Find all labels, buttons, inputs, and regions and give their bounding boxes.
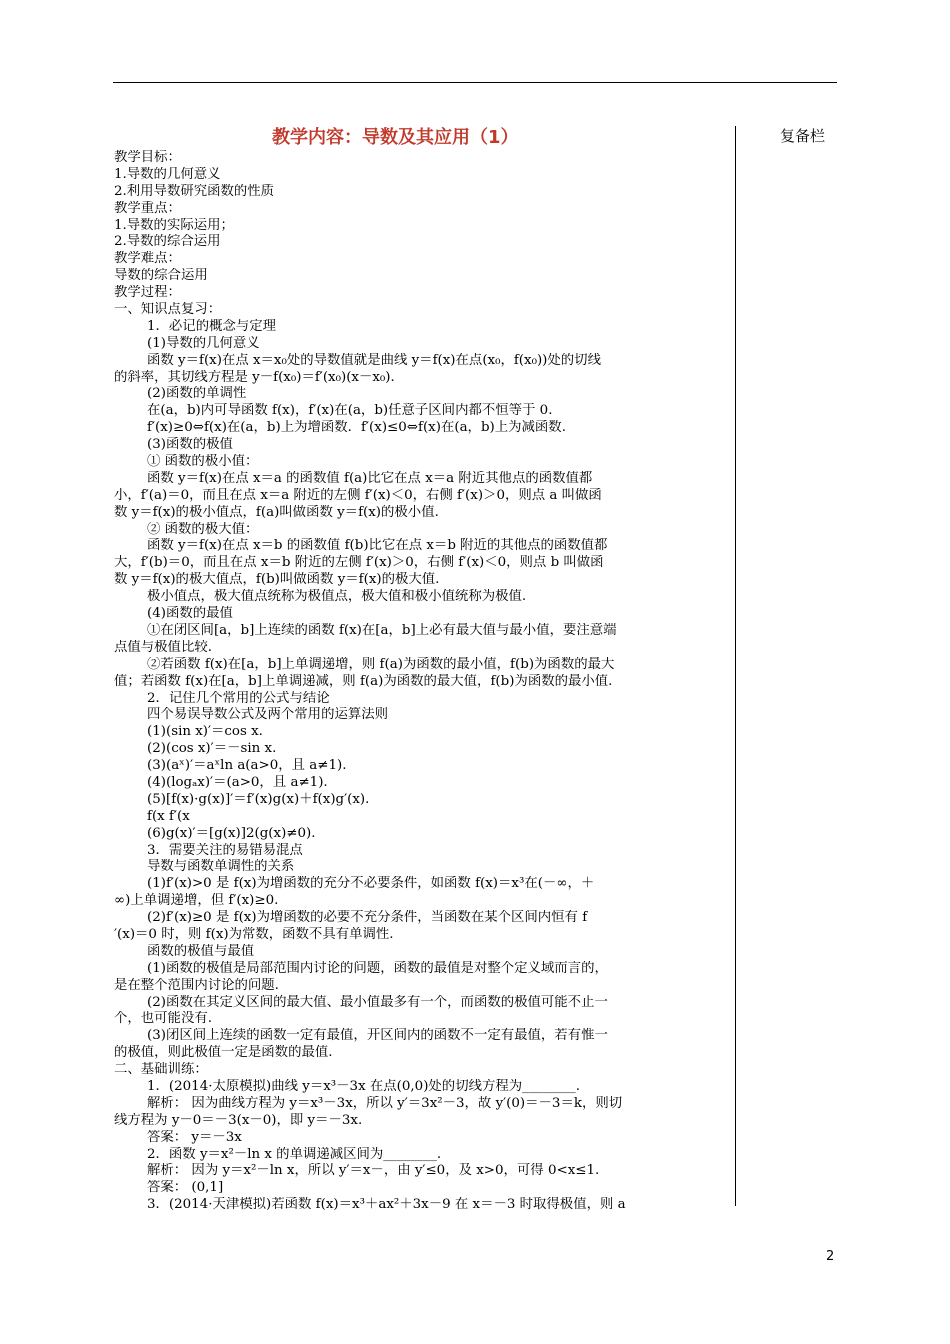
text-line: 2．记住几个常用的公式与结论 (147, 690, 330, 706)
column-divider (735, 126, 736, 1206)
text-line: ①在闭区间[a，b]上连续的函数 f(x)在[a，b]上必有最大值与最小值，要注意端 (147, 622, 617, 638)
text-line: 1.导数的几何意义 (114, 166, 221, 182)
text-line: (2)f′(x)≥0 是 f(x)为增函数的必要不充分条件，当函数在某个区间内恒有 f (147, 910, 588, 926)
text-line: 的斜率，其切线方程是 y－f(x₀)＝f′(x₀)(x－x₀)． (114, 369, 404, 385)
text-line: 在(a，b)内可导函数 f(x)，f′(x)在(a，b)任意子区间内都不恒等于 0. (147, 403, 553, 419)
text-line: 解析： 因为曲线方程为 y＝x³－3x，所以 y′＝3x²－3，故 y′(0)＝－3＝k，则切 (147, 1095, 623, 1111)
text-line: (1)函数的极值是局部范围内讨论的问题，函数的最值是对整个定义域而言的， (147, 960, 608, 976)
text-line: (1)导数的几何意义 (147, 335, 260, 351)
text-line: 3．需要关注的易错易混点 (147, 842, 303, 858)
text-line: ① 函数的极小值： (147, 454, 259, 470)
text-line: 2．函数 y＝x²－ln x 的单调递减区间为________. (147, 1146, 442, 1162)
text-line: 线方程为 y－0＝－3(x－0)，即 y＝－3x. (114, 1112, 363, 1128)
text-line: 教学难点： (114, 251, 181, 267)
text-line: 的极值，则此极值一定是函数的最值. (114, 1045, 333, 1061)
text-line: (2)函数的单调性 (147, 386, 247, 402)
text-line: 答案： (0,1] (147, 1180, 224, 1196)
text-line: ②若函数 f(x)在[a，b]上单调递增，则 f(a)为函数的最小值，f(b)为函数的最大 (147, 656, 615, 672)
text-line: 函数 y＝f(x)在点 x＝b 的函数值 f(b)比它在点 x＝b 附近的其他点的函数值都 (147, 538, 608, 554)
text-line: (1)f′(x)>0 是 f(x)为增函数的充分不必要条件，如函数 f(x)＝x³在(－∞，＋ (147, 876, 595, 892)
text-line: (1)(sin x)′＝cos x. (147, 724, 263, 740)
text-line: 3．(2014·天津模拟)若函数 f(x)＝x³＋ax²＋3x－9 在 x＝－3 时取得极值，则 a (147, 1197, 626, 1213)
text-line: 导数与函数单调性的关系 (147, 859, 295, 875)
text-line: 1.导数的实际运用； (114, 217, 234, 233)
text-line: 函数的极值与最值 (147, 943, 255, 959)
text-line: ∞)上单调递增，但 f′(x)≥0. (114, 893, 279, 909)
text-line: 个，也可能没有. (114, 1011, 212, 1027)
text-line: 2.导数的综合运用 (114, 234, 221, 250)
text-line: (3)(aˣ)′＝aˣln a(a>0，且 a≠1). (147, 758, 347, 774)
page-number: 2 (826, 1249, 835, 1264)
text-line: ② 函数的极大值： (147, 521, 259, 537)
text-line: 二、基础训练： (114, 1062, 208, 1078)
text-line: 小，f′(a)＝0，而且在点 x＝a 附近的左侧 f′(x)＜0，右侧 f′(x)＞0，则点 a 叫做函 (114, 487, 602, 503)
text-line: (6)g(x)′＝[g(x)]2(g(x)≠0). (147, 825, 316, 841)
text-line: 数 y＝f(x)的极小值点，f(a)叫做函数 y＝f(x)的极小值. (114, 504, 439, 520)
text-line: f(x f′(x (147, 808, 190, 824)
text-line: 值；若函数 f(x)在[a，b]上单调递减，则 f(a)为函数的最大值，f(b)为函数的最小值. (114, 673, 613, 689)
lesson-content (114, 150, 729, 1214)
text-line: 函数 y＝f(x)在点 x＝a 的函数值 f(a)比它在点 x＝a 附近其他点的函数值都 (147, 470, 593, 486)
text-line: (2)(cos x)′＝－sin x. (147, 741, 277, 757)
text-line: 1．必记的概念与定理 (147, 318, 277, 334)
text-line: 教学重点： (114, 200, 181, 216)
text-line: ′(x)＝0 时，则 f(x)为常数，函数不具有单调性. (114, 926, 394, 942)
text-line: (5)[f(x)·g(x)]′＝f′(x)g(x)＋f(x)g′(x). (147, 791, 370, 807)
page-title: 教学内容：导数及其应用（1） (272, 127, 519, 148)
text-line: (3)闭区间上连续的函数一定有最值，开区间内的函数不一定有最值，若有惟一 (147, 1028, 608, 1044)
text-line: 2.利用导数研究函数的性质 (114, 183, 275, 199)
text-line: 数 y＝f(x)的极大值点，f(b)叫做函数 y＝f(x)的极大值. (114, 572, 440, 588)
text-line: 答案： y＝－3x (147, 1129, 242, 1145)
text-line: (2)函数在其定义区间的最大值、最小值最多有一个，而函数的极值可能不止一 (147, 994, 608, 1010)
text-line: 极小值点，极大值点统称为极值点，极大值和极小值统称为极值. (147, 589, 527, 605)
text-line: 一、知识点复习： (114, 302, 222, 318)
text-line: 解析： 因为 y＝x²－ln x，所以 y′＝x－，由 y′≤0，及 x>0，可得 0<x≤1. (147, 1163, 600, 1179)
text-line: f′(x)≥0⇔f(x)在(a，b)上为增函数．f′(x)≤0⇔f(x)在(a，b)上为减函数. (147, 420, 566, 436)
text-line: (4)(logₐx)′＝(a>0，且 a≠1). (147, 774, 328, 790)
text-line: 教学过程： (114, 285, 181, 301)
text-line: 点值与极值比较. (114, 639, 212, 655)
text-line: 1．(2014·太原模拟)曲线 y＝x³－3x 在点(0,0)处的切线方程为________. (147, 1078, 580, 1094)
text-line: 函数 y＝f(x)在点 x＝x₀处的导数值就是曲线 y＝f(x)在点(x₀，f(x₀))处的切线 (147, 352, 601, 368)
text-line: (3)函数的极值 (147, 437, 233, 453)
text-line: 教学目标： (114, 150, 181, 165)
text-line: 四个易误导数公式及两个常用的运算法则 (147, 707, 389, 723)
text-line: 大，f′(b)＝0，而且在点 x＝b 附近的左侧 f′(x)＞0，右侧 f′(x)＜0，则点 b 叫做函 (114, 555, 604, 571)
text-line: (4)函数的最值 (147, 606, 233, 622)
text-line: 是在整个范围内讨论的问题. (114, 977, 279, 993)
text-line: 导数的综合运用 (114, 268, 208, 284)
header-rule (113, 82, 837, 83)
review-column-label: 复备栏 (780, 127, 826, 145)
